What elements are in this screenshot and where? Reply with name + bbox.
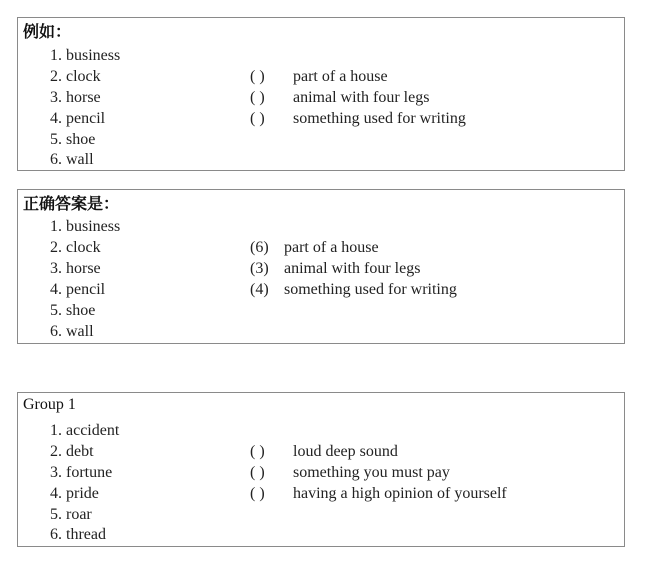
definition-text: part of a house	[284, 239, 379, 256]
word-number: 3.	[50, 260, 62, 277]
word-number: 1.	[50, 218, 62, 235]
word-text: debt	[66, 443, 94, 460]
word-row	[18, 45, 624, 66]
word-text: fortune	[66, 464, 113, 481]
word-number: 4.	[50, 110, 62, 127]
answer-title: 正确答案是：	[23, 194, 120, 213]
word-row	[18, 483, 624, 504]
definition-text: animal with four legs	[284, 260, 421, 277]
answer-blank[interactable]: ( )	[250, 443, 265, 460]
word-row	[18, 108, 624, 129]
word-row	[18, 420, 624, 441]
word-row	[18, 216, 624, 237]
word-row	[18, 149, 624, 170]
word-row	[18, 258, 624, 279]
word-text: business	[66, 218, 121, 235]
word-text: thread	[66, 526, 106, 543]
word-text: wall	[66, 323, 94, 340]
word-row	[18, 87, 624, 108]
word-row	[18, 524, 624, 545]
word-number: 2.	[50, 443, 62, 460]
word-number: 4.	[50, 281, 62, 298]
definition-text: something used for writing	[293, 110, 466, 127]
word-row	[18, 300, 624, 321]
answer-blank: ( )	[250, 110, 265, 127]
word-text: pencil	[66, 281, 106, 298]
answer-blank: ( )	[250, 89, 265, 106]
word-text: wall	[66, 151, 94, 168]
answer-number: (6)	[250, 239, 269, 256]
answer-number: (4)	[250, 281, 269, 298]
definition-text: loud deep sound	[293, 443, 398, 460]
word-number: 6.	[50, 526, 62, 543]
word-row	[18, 321, 624, 342]
definition-text: having a high opinion of yourself	[293, 485, 507, 502]
word-number: 5.	[50, 302, 62, 319]
word-text: clock	[66, 68, 101, 85]
word-text: business	[66, 47, 121, 64]
word-text: pencil	[66, 110, 106, 127]
word-number: 3.	[50, 89, 62, 106]
word-row	[18, 66, 624, 87]
word-row	[18, 441, 624, 462]
word-row	[18, 504, 624, 525]
answer-blank[interactable]: ( )	[250, 485, 265, 502]
word-text: shoe	[66, 131, 96, 148]
word-text: clock	[66, 239, 101, 256]
answer-box	[17, 189, 625, 344]
word-number: 5.	[50, 131, 62, 148]
group1-title: Group 1	[23, 396, 76, 413]
definition-text: something used for writing	[284, 281, 457, 298]
word-text: horse	[66, 89, 101, 106]
word-row	[18, 237, 624, 258]
word-text: shoe	[66, 302, 96, 319]
answer-number: (3)	[250, 260, 269, 277]
word-number: 3.	[50, 464, 62, 481]
word-text: accident	[66, 422, 120, 439]
word-row	[18, 462, 624, 483]
word-text: horse	[66, 260, 101, 277]
group1-box	[17, 392, 625, 547]
word-number: 4.	[50, 485, 62, 502]
word-number: 6.	[50, 323, 62, 340]
example-title: 例如：	[23, 22, 72, 41]
word-number: 6.	[50, 151, 62, 168]
word-number: 2.	[50, 68, 62, 85]
definition-text: animal with four legs	[293, 89, 430, 106]
word-number: 1.	[50, 422, 62, 439]
word-number: 1.	[50, 47, 62, 64]
example-box	[17, 17, 625, 171]
definition-text: part of a house	[293, 68, 388, 85]
word-number: 2.	[50, 239, 62, 256]
answer-blank: ( )	[250, 68, 265, 85]
answer-blank[interactable]: ( )	[250, 464, 265, 481]
word-row	[18, 129, 624, 150]
word-text: roar	[66, 506, 92, 523]
word-row	[18, 279, 624, 300]
word-number: 5.	[50, 506, 62, 523]
word-text: pride	[66, 485, 99, 502]
definition-text: something you must pay	[293, 464, 450, 481]
